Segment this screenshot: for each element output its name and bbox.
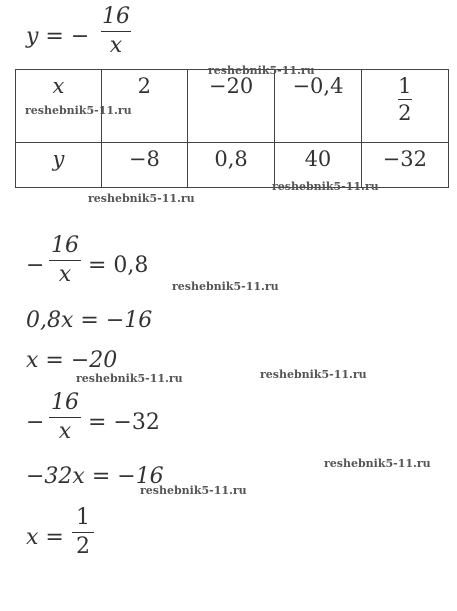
- eq6-denominator: 2: [76, 534, 90, 559]
- eq4-fraction: [49, 390, 81, 445]
- eq4-denominator: x: [58, 419, 72, 444]
- eq4-rhs: = −32: [88, 410, 160, 435]
- table-cell: −32: [361, 143, 448, 188]
- table-row-y: [16, 143, 449, 188]
- eq1-numerator: 16: [51, 233, 79, 258]
- table-cell: 2: [101, 70, 187, 143]
- watermark: reshebnik5-11.ru: [140, 484, 247, 497]
- eq6-lhs: x =: [26, 525, 64, 550]
- eq6-numerator: 1: [76, 505, 90, 530]
- formula-fraction: [101, 4, 131, 59]
- eq5-line: −32x = −16: [26, 464, 164, 489]
- table-cell: 0,8: [187, 143, 274, 188]
- eq3-line: x = −20: [26, 348, 118, 373]
- table-fraction-numerator: 1: [398, 74, 412, 98]
- watermark: reshebnik5-11.ru: [208, 64, 315, 77]
- table-cell-fraction: [361, 70, 448, 143]
- watermark: reshebnik5-11.ru: [25, 104, 132, 117]
- eq4-minus: −: [26, 410, 45, 435]
- formula-numerator: 16: [102, 4, 130, 29]
- eq4-numerator: 16: [51, 390, 79, 415]
- eq1-minus: −: [26, 253, 45, 278]
- watermark: reshebnik5-11.ru: [272, 180, 379, 193]
- table-cell: −0,4: [275, 70, 361, 143]
- eq1-denominator: x: [58, 262, 72, 287]
- table-head-y: y: [16, 143, 102, 188]
- eq1-rhs: = 0,8: [88, 253, 149, 278]
- table-cell: 40: [275, 143, 361, 188]
- eq1-fraction: [49, 233, 81, 288]
- watermark: reshebnik5-11.ru: [172, 280, 279, 293]
- watermark: reshebnik5-11.ru: [88, 192, 195, 205]
- watermark: reshebnik5-11.ru: [76, 372, 183, 385]
- eq6-fraction: [72, 505, 94, 560]
- eq2-line: 0,8x = −16: [26, 308, 153, 333]
- watermark: reshebnik5-11.ru: [324, 457, 431, 470]
- formula-lhs: y = −: [26, 24, 90, 49]
- value-table: [15, 69, 449, 188]
- formula-denominator: x: [109, 33, 123, 58]
- watermark: reshebnik5-11.ru: [260, 368, 367, 381]
- table-cell: −8: [101, 143, 187, 188]
- table-head-x: x: [16, 70, 102, 143]
- table-cell: −20: [187, 70, 274, 143]
- table-fraction-denominator: 2: [398, 101, 412, 125]
